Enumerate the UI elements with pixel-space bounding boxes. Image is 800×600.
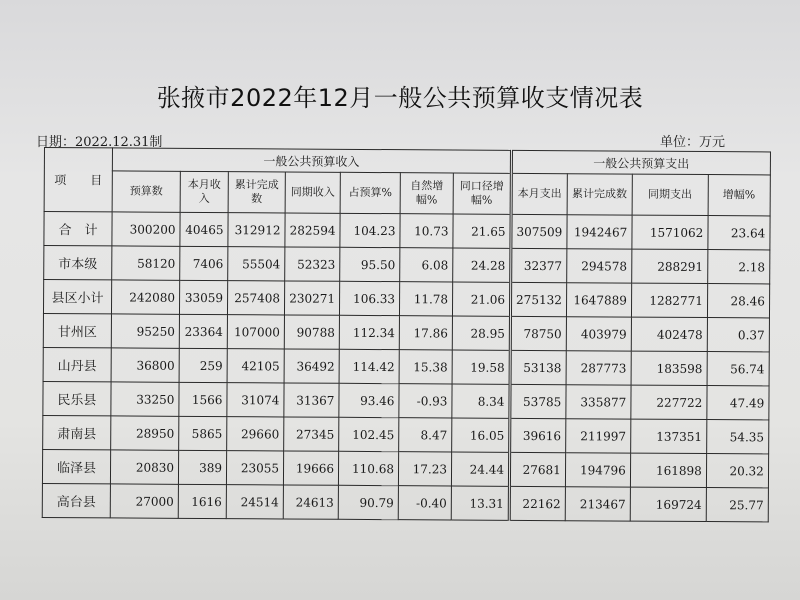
row-label: 合 计 — [44, 212, 112, 246]
table-cell: 20830 — [110, 450, 178, 484]
table-row — [42, 449, 768, 487]
table-cell: 294578 — [566, 249, 631, 283]
table-cell: 40465 — [180, 212, 228, 246]
table-cell: 95.50 — [340, 247, 400, 281]
table-row — [44, 212, 770, 250]
table-cell: 31074 — [227, 383, 284, 417]
expense-group-header: 一般公共预算支出 — [511, 150, 770, 175]
table-cell: 112.34 — [339, 315, 399, 349]
table-row — [44, 246, 770, 284]
table-cell: 242080 — [111, 280, 179, 314]
table-cell: 389 — [178, 450, 226, 484]
table-cell: 257408 — [227, 281, 284, 315]
table-cell: 106.33 — [339, 281, 399, 315]
table-cell: 183598 — [631, 351, 707, 385]
table-cell: 31367 — [284, 383, 339, 417]
table-cell: 23.64 — [708, 216, 770, 250]
table-cell: 169724 — [630, 487, 706, 521]
row-label: 山丹县 — [43, 347, 111, 381]
table-cell: 42105 — [227, 349, 284, 383]
table-cell: 11.78 — [399, 282, 452, 316]
table-cell: 39616 — [510, 418, 566, 452]
table-cell: 47.49 — [707, 386, 769, 420]
table-cell: 53138 — [510, 350, 566, 384]
page-title: 张掖市2022年12月一般公共预算收支情况表 — [156, 84, 644, 112]
col-header: 预算数 — [112, 171, 180, 212]
table-cell: 93.46 — [339, 383, 399, 417]
item-header: 项 目 — [44, 148, 112, 212]
col-header: 增幅% — [708, 175, 770, 216]
table-cell: 230271 — [284, 281, 339, 315]
income-group-header: 一般公共预算收入 — [112, 148, 511, 173]
table-cell: 21.65 — [453, 214, 511, 248]
table-cell: 27681 — [509, 452, 565, 486]
table-cell: 114.42 — [339, 349, 399, 383]
table-cell: 24.28 — [453, 248, 511, 282]
table-cell: 56.74 — [707, 352, 769, 386]
col-header: 自然增幅% — [400, 173, 453, 214]
table-cell: 32377 — [511, 248, 567, 282]
table-cell: 2.18 — [707, 250, 769, 284]
table-cell: 17.23 — [398, 452, 451, 486]
table-cell: 282594 — [285, 213, 340, 247]
table-cell: 36492 — [284, 349, 339, 383]
table-cell: 29660 — [227, 417, 284, 451]
table-cell: 36800 — [111, 348, 179, 382]
table-cell: 10.73 — [400, 214, 453, 248]
table-cell: 33059 — [179, 280, 227, 314]
table-cell: 107000 — [227, 315, 284, 349]
table-row — [42, 483, 768, 521]
col-header: 同口径增幅% — [453, 173, 511, 214]
col-header: 同期支出 — [632, 174, 708, 215]
table-cell: 53785 — [510, 384, 566, 418]
table-cell: 90.79 — [338, 485, 398, 519]
date-label: 日期：2022.12.31制 — [36, 135, 163, 150]
table-cell: 1942467 — [567, 215, 632, 249]
table-cell: 194796 — [565, 453, 630, 487]
row-label: 高台县 — [42, 483, 110, 517]
col-header: 累计完成数 — [228, 172, 285, 213]
table-cell: 300200 — [112, 212, 180, 246]
table-cell: 335877 — [566, 385, 631, 419]
table-cell: 307509 — [511, 214, 567, 248]
table-cell: 17.86 — [399, 316, 452, 350]
header-columns-row — [44, 171, 770, 216]
table-cell: 6.08 — [400, 248, 453, 282]
table-cell: 78750 — [510, 316, 566, 350]
col-header: 累计完成数 — [567, 174, 632, 215]
table-cell: 27345 — [284, 417, 339, 451]
table-cell: 21.06 — [452, 282, 510, 316]
budget-table — [42, 147, 771, 522]
table-cell: 23364 — [179, 314, 227, 348]
table-cell: 13.31 — [451, 486, 509, 520]
table-cell: 287773 — [566, 351, 631, 385]
table-cell: 110.68 — [338, 451, 398, 485]
table-cell: 16.05 — [452, 418, 510, 452]
row-label: 甘州区 — [43, 313, 111, 347]
table-cell: 24514 — [226, 485, 283, 519]
table-cell: 15.38 — [399, 350, 452, 384]
table-row — [43, 313, 769, 351]
col-header: 占预算% — [340, 172, 400, 213]
table-cell: 275132 — [510, 282, 566, 316]
table-cell: 211997 — [565, 419, 630, 453]
table-row — [43, 415, 769, 453]
table-cell: 1571062 — [632, 215, 708, 249]
table-cell: 52323 — [285, 247, 340, 281]
table-cell: 95250 — [111, 314, 179, 348]
table-cell: 24613 — [283, 485, 338, 519]
table-cell: 104.23 — [340, 213, 400, 247]
table-cell: 55504 — [228, 247, 285, 281]
unit-label: 单位：万元 — [660, 135, 726, 150]
table-cell: 7406 — [180, 246, 228, 280]
table-cell: 90788 — [284, 315, 339, 349]
table-row — [43, 381, 769, 419]
table-cell: 288291 — [631, 249, 707, 283]
table-cell: 20.32 — [706, 454, 768, 488]
table-cell: 28950 — [111, 416, 179, 450]
table-cell: 1566 — [179, 382, 227, 416]
table-cell: 102.45 — [339, 417, 399, 451]
row-label: 肃南县 — [43, 415, 111, 449]
table-cell: 24.44 — [451, 452, 509, 486]
table-cell: 0.37 — [707, 318, 769, 352]
row-label: 民乐县 — [43, 381, 111, 415]
row-label: 临泽县 — [42, 449, 110, 483]
table-cell: 27000 — [110, 484, 178, 518]
table-cell: 403979 — [566, 317, 631, 351]
table-cell: 28.46 — [707, 284, 769, 318]
table-cell: -0.40 — [398, 486, 451, 520]
table-cell: 25.77 — [706, 488, 768, 522]
table-cell: 22162 — [509, 486, 565, 520]
table-cell: 33250 — [111, 382, 179, 416]
table-cell: 161898 — [630, 453, 706, 487]
table-row — [43, 280, 769, 318]
table-cell: 8.34 — [452, 384, 510, 418]
col-header: 同期收入 — [285, 172, 340, 213]
table-cell: 402478 — [631, 317, 707, 351]
row-label: 县区小计 — [43, 280, 111, 314]
table-cell: 227722 — [631, 385, 707, 419]
table-cell: 312912 — [228, 213, 285, 247]
table-cell: 54.35 — [706, 420, 768, 454]
table-cell: 137351 — [630, 419, 706, 453]
table-cell: 259 — [179, 348, 227, 382]
table-cell: 28.95 — [452, 316, 510, 350]
table-cell: 1647889 — [566, 283, 631, 317]
row-label: 市本级 — [44, 246, 112, 280]
table-cell: 1616 — [178, 484, 226, 518]
table-row — [43, 347, 769, 385]
table-cell: 213467 — [565, 487, 630, 521]
table-cell: 5865 — [179, 416, 227, 450]
table-cell: 19.58 — [452, 350, 510, 384]
table-cell: 58120 — [112, 246, 180, 280]
table-cell: -0.93 — [399, 384, 452, 418]
table-cell: 19666 — [283, 451, 338, 485]
table-cell: 8.47 — [399, 418, 452, 452]
table-cell: 23055 — [226, 451, 283, 485]
col-header: 本月收入 — [180, 171, 228, 212]
col-header: 本月支出 — [511, 173, 567, 214]
table-cell: 1282771 — [631, 283, 707, 317]
